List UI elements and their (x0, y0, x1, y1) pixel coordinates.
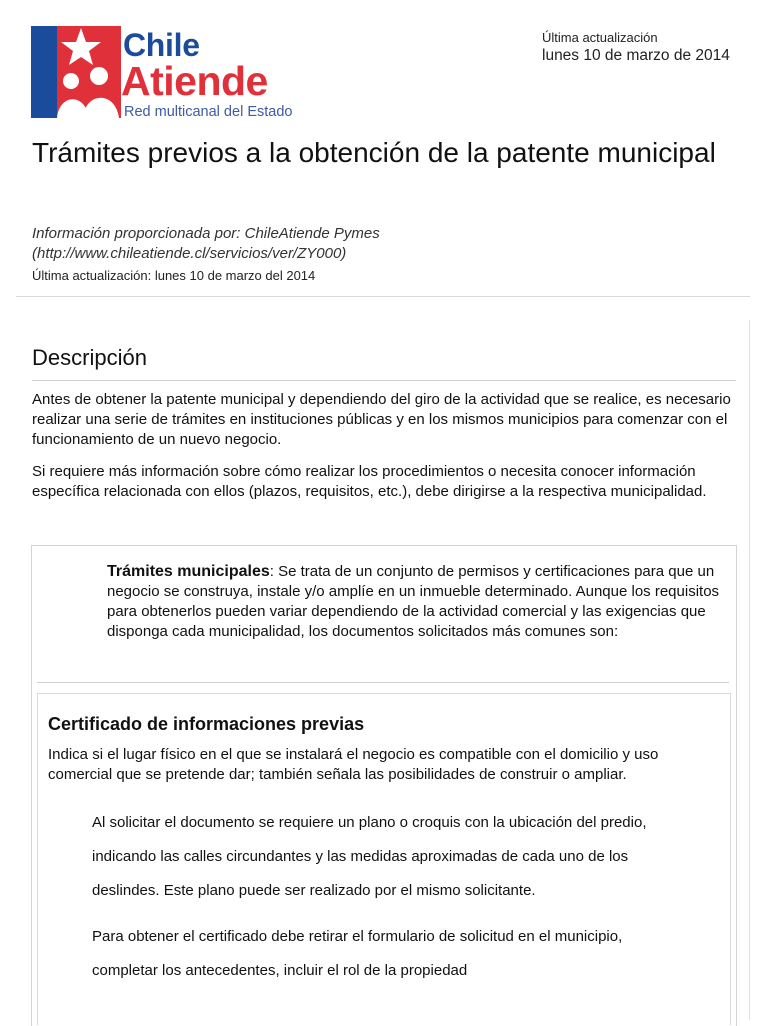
certificate-note: Para obtener el certificado debe retirar el formulario de solicitud en el municipio, completar los antecedentes, incluir el rol de la propiedad (92, 928, 623, 979)
municipal-procedures-body: : Se trata de un conjunto de permisos y certificaciones para que un negocio se construya, instale y/o amplíe en un inmueble determinado. Aunque los requisitos para obtenerlos pueden variar dependiendo de la actividad comercial y las exigencias que disponga cada municipalidad, los documentos solicitados más comunes son: (107, 563, 720, 640)
description-paragraph: Antes de obtener la patente municipal y dependiendo del giro de la actividad que se realice, es necesario realizar una serie de trámites en instituciones públicas y en los mismos municipios para comenzar con el funcionamiento de un nuevo negocio. (32, 391, 731, 448)
certificate-note: Al solicitar el documento se requiere un plano o croquis con la ubicación del predio, indicando las calles circundantes y las medidas aproximadas de cada uno de los deslindes. Este plano puede ser realizado por el mismo solicitante. (92, 814, 647, 899)
certificate-title: Certificado de informaciones previas (48, 714, 365, 734)
header-divider (16, 296, 750, 297)
header-update-label: Última actualización (542, 30, 658, 45)
source-link[interactable]: (http://www.chileatiende.cl/servicios/ver/ZY000) (32, 245, 347, 262)
content-right-border (749, 320, 750, 1020)
municipal-procedures-heading: Trámites municipales (107, 563, 270, 580)
certificate-description: Indica si el lugar físico en el que se instalará el negocio es compatible con el domicilio y uso comercial que se pretende dar; también señala las posibilidades de construir o ampliar. (48, 746, 659, 783)
municipal-divider (37, 682, 729, 683)
description-paragraph: Si requiere más información sobre cómo realizar los procedimientos o necesita conocer información específica relacionada con ellos (plazos, requisitos, etc.), debe dirigirse a la respectiva municipalidad. (32, 463, 707, 500)
header-update-info (542, 29, 730, 66)
logo-wordmark-atiende: Atiende (121, 58, 268, 104)
last-update: Última actualización: lunes 10 de marzo del 2014 (32, 268, 316, 283)
logo-tagline: Red multicanal del Estado (124, 104, 293, 120)
municipal-procedures-text (107, 562, 721, 642)
chileatiende-logo[interactable] (31, 26, 311, 122)
header-update-date: lunes 10 de marzo de 2014 (542, 47, 730, 64)
provided-by (32, 224, 452, 264)
description-divider (32, 380, 736, 381)
page-title: Trámites previos a la obtención de la patente municipal (32, 137, 716, 168)
logo-wordmark-chile: Chile (123, 27, 200, 63)
description-title: Descripción (32, 345, 147, 370)
chileatiende-emblem-icon (31, 26, 121, 118)
provided-by-label: Información proporcionada por: ChileAtiende Pymes (32, 225, 380, 242)
